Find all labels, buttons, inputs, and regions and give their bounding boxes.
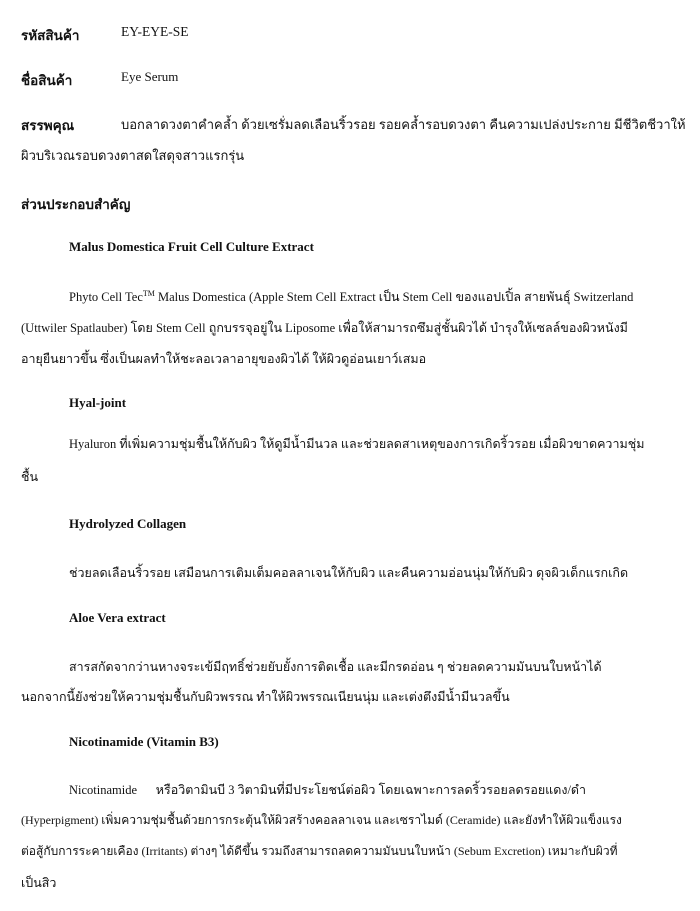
product-code-label: รหัสสินค้า bbox=[21, 28, 80, 43]
benefits-text-line-2: ผิวบริเวณรอบดวงตาสดใสดุจสาวแรกรุ่น bbox=[21, 148, 245, 163]
ingredient-title-collagen: Hydrolyzed Collagen bbox=[69, 516, 187, 531]
trademark-superscript: TM bbox=[142, 288, 155, 298]
ingredient-title-malus: Malus Domestica Fruit Cell Culture Extract bbox=[69, 239, 314, 254]
ingredient-malus-line-2: (Uttwiler Spatlauber) โดย Stem Cell ถูกบรรจุอยู่ใน Liposome เพื่อให้สามารถซึมสู่ชั้นผิวได้ บำรุงให้เซลล์ของผิวหนังมี bbox=[21, 321, 628, 335]
ingredient-malus-line-1 bbox=[69, 287, 633, 307]
ingredient-hyal-line-2: ชื้น bbox=[21, 470, 39, 484]
ingredient-malus-line-1-pre: Phyto Cell Tec bbox=[69, 290, 143, 304]
ingredient-title-hyal-joint: Hyal-joint bbox=[69, 395, 127, 410]
product-name-value: Eye Serum bbox=[121, 69, 179, 84]
product-code-value: EY-EYE-SE bbox=[121, 24, 189, 39]
ingredient-nicotinamide-line-1: Nicotinamide หรือวิตามินบี 3 วิตามินที่มีประโยชน์ต่อผิว โดยเฉพาะการลดริ้วรอยลดรอยแดง/ดำ bbox=[69, 783, 587, 797]
ingredient-title-nicotinamide: Nicotinamide (Vitamin B3) bbox=[69, 734, 219, 749]
ingredient-nicotinamide-line-4: เป็นสิว bbox=[21, 876, 57, 890]
benefits-text-line-1: บอกลาดวงตาคำคล้ำ ด้วยเซรั่มลดเลือนริ้วรอย รอยคล้ำรอบดวงตา คืนความเปล่งประกาย มีชีวิตชีวาให้ bbox=[121, 117, 686, 132]
ingredient-malus-line-3: อายุยืนยาวขึ้น ซึ่งเป็นผลทำให้ชะลอเวลาอายุของผิวได้ ให้ผิวดูอ่อนเยาว์เสมอ bbox=[21, 352, 427, 366]
ingredient-title-aloe-vera: Aloe Vera extract bbox=[69, 610, 166, 625]
ingredients-heading: ส่วนประกอบสำคัญ bbox=[21, 197, 131, 212]
product-name-label: ชื่อสินค้า bbox=[21, 73, 73, 88]
ingredient-nicotinamide-line-3: ต่อสู้กับการระคายเคือง (Irritants) ต่างๆ ได้ดีขึ้น รวมถึงสามารถลดความมันบนใบหน้า (Sebum Excretion) เหมาะกับผิวที่ bbox=[21, 844, 618, 858]
ingredient-malus-line-1-post: Malus Domestica (Apple Stem Cell Extract เป็น Stem Cell ของแอปเปิ้ล สายพันธุ์ Switzerland bbox=[154, 290, 634, 304]
benefits-label: สรรพคุณ bbox=[21, 118, 75, 133]
ingredient-aloe-line-1: สารสกัดจากว่านหางจระเข้มีฤทธิ์ช่วยยับยั้งการติดเชื้อ และมีกรดอ่อน ๆ ช่วยลดความมันบนใบหน้าได้ bbox=[69, 660, 602, 674]
ingredient-aloe-line-2: นอกจากนี้ยังช่วยให้ความชุ่มชื้นกับผิวพรรณ ทำให้ผิวพรรณเนียนนุ่ม และเต่งตึงมีน้ำมีนวลขึ้น bbox=[21, 690, 510, 704]
ingredient-collagen-line-1: ช่วยลดเลือนริ้วรอย เสมือนการเติมเต็มคอลลาเจนให้กับผิว และคืนความอ่อนนุ่มให้กับผิว ดุจผิวเด็กแรกเกิด bbox=[69, 566, 629, 580]
ingredient-nicotinamide-line-2: (Hyperpigment) เพิ่มความชุ่มชื้นด้วยการกระตุ้นให้ผิวสร้างคอลลาเจน และเซราไมด์ (Ceramide) และยังทำให้ผิวแข็งแรง bbox=[21, 813, 622, 827]
ingredient-hyal-line-1: Hyaluron ที่เพิ่มความชุ่มชื้นให้กับผิว ให้ดูมีน้ำมีนวล และช่วยลดสาเหตุของการเกิดริ้วรอย เมื่อผิวขาดความชุ่ม bbox=[69, 437, 645, 451]
